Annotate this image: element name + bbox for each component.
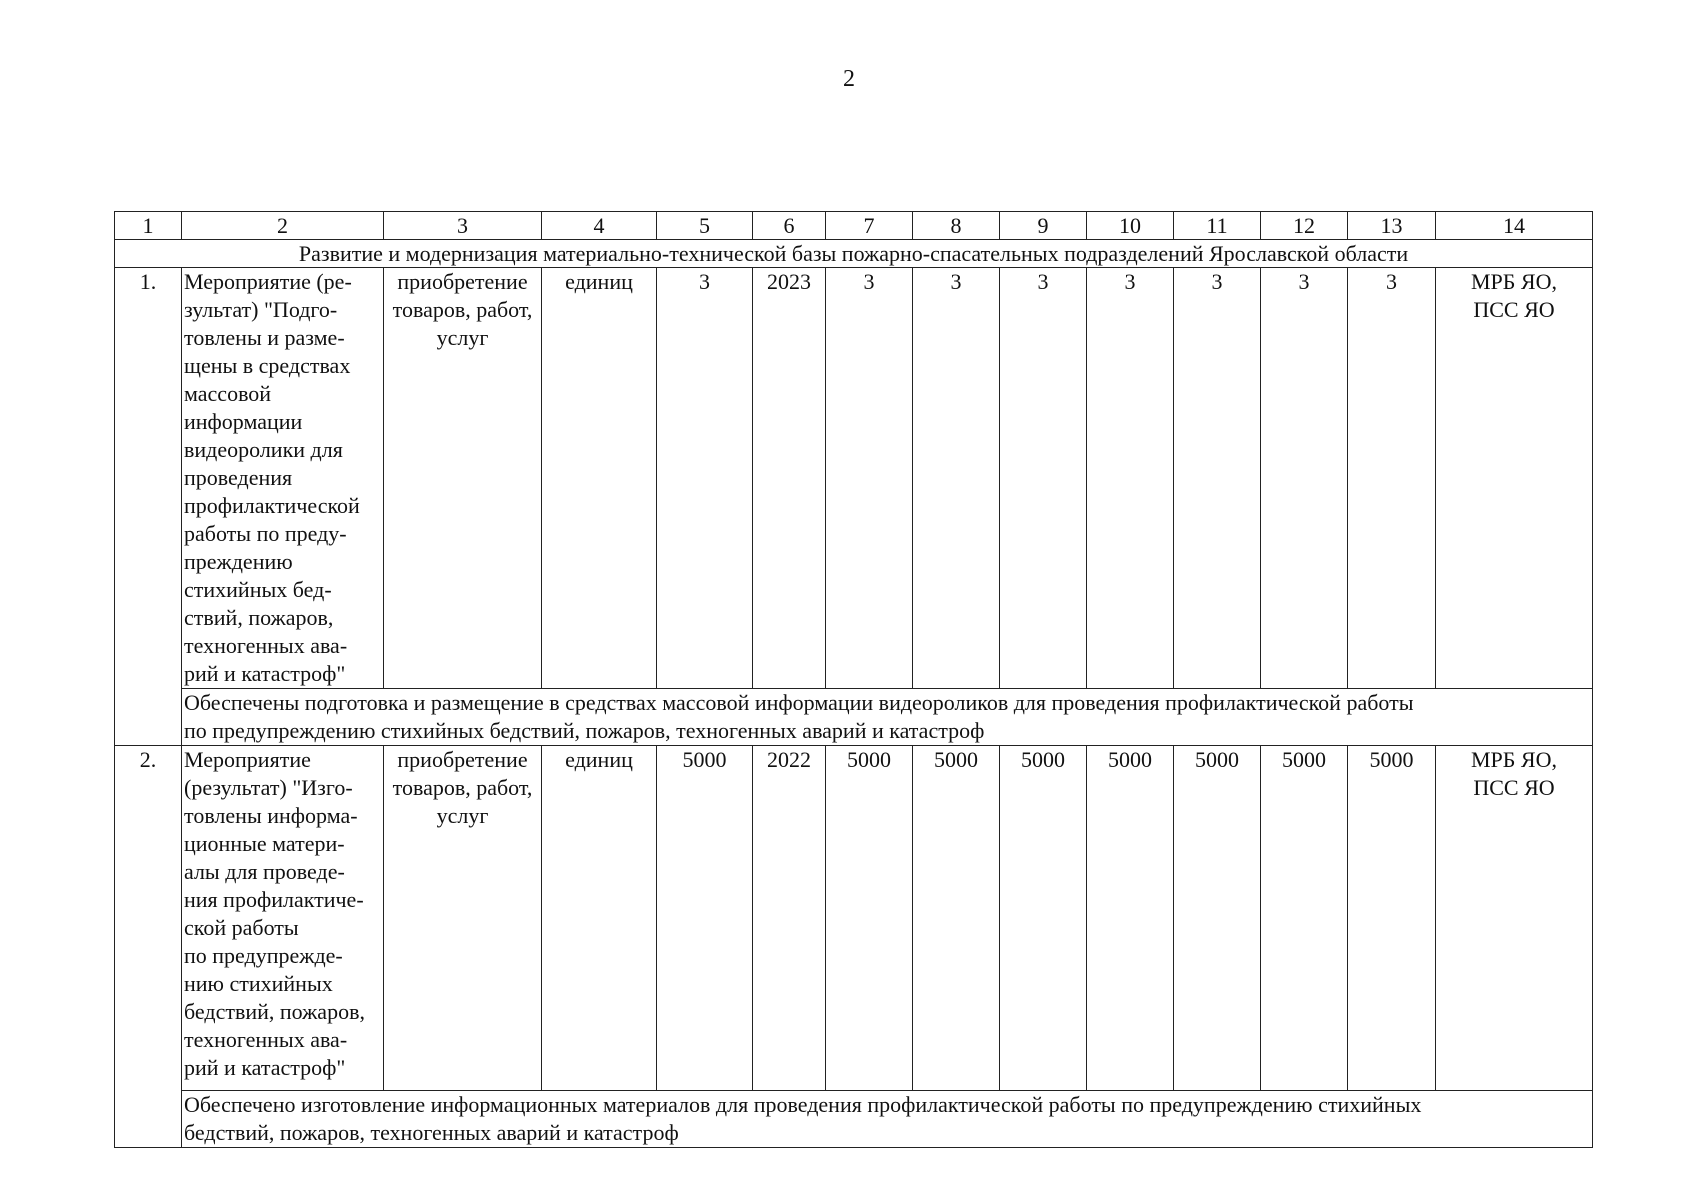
value-cell: 5000 [913, 746, 1000, 1091]
result-row [115, 1091, 1593, 1148]
col-header: 13 [1348, 212, 1436, 240]
value-cell: 5000 [1348, 746, 1436, 1091]
col-header: 11 [1174, 212, 1261, 240]
col-header: 14 [1436, 212, 1593, 240]
measure-name: Мероприятие (результат) "Изго- товлены информа- ционные матери- алы для проведе- ния профилактиче- ской работы по предупрежде- нию стихийных бедствий, пожаров, техногенных ава- рий и катастроф" [182, 746, 384, 1091]
col-header: 5 [657, 212, 753, 240]
col-header: 12 [1261, 212, 1348, 240]
value-cell: 5000 [1000, 746, 1087, 1091]
col-header: 9 [1000, 212, 1087, 240]
col-header: 2 [182, 212, 384, 240]
row-number: 1. [115, 268, 182, 746]
value-cell: 3 [913, 268, 1000, 689]
value-cell: 5000 [1087, 746, 1174, 1091]
unit: единиц [542, 746, 657, 1091]
col-header: 4 [542, 212, 657, 240]
value-cell: 5000 [1261, 746, 1348, 1091]
section-row [115, 240, 1593, 268]
col-header: 1 [115, 212, 182, 240]
result-text: Обеспечены подготовка и размещение в средствах массовой информации видеороликов для проведения профилактической работы по предупреждению стихийных бедствий, пожаров, техногенных аварий и катастроф [182, 689, 1593, 746]
col-header: 6 [753, 212, 826, 240]
base-year: 2022 [753, 746, 826, 1091]
page-number: 2 [843, 66, 855, 92]
unit: единиц [542, 268, 657, 689]
value-cell: 3 [826, 268, 913, 689]
col-header: 3 [384, 212, 542, 240]
measure-type: приобретение товаров, работ, услуг [384, 268, 542, 689]
responsible: МРБ ЯО, ПСС ЯО [1436, 268, 1593, 689]
value-cell: 3 [1174, 268, 1261, 689]
column-number-row [115, 212, 1593, 240]
value-cell: 3 [1261, 268, 1348, 689]
table-row [115, 746, 1593, 1091]
base-value: 3 [657, 268, 753, 689]
value-cell: 5000 [826, 746, 913, 1091]
col-header: 10 [1087, 212, 1174, 240]
col-header: 8 [913, 212, 1000, 240]
measure-name: Мероприятие (ре- зультат) "Подго- товлены и разме- щены в средствах массовой информации видеоролики для проведения профилактической работы по преду- преждению стихийных бед- ствий, пожаров, техногенных ава- рий и катастроф" [182, 268, 384, 689]
value-cell: 3 [1087, 268, 1174, 689]
base-year: 2023 [753, 268, 826, 689]
value-cell: 5000 [1174, 746, 1261, 1091]
section-title: Развитие и модернизация материально-технической базы пожарно-спасательных подразделений Ярославской области [115, 240, 1593, 268]
measures-table [114, 211, 1593, 1148]
result-text: Обеспечено изготовление информационных материалов для проведения профилактической работы по предупреждению стихийных бедствий, пожаров, техногенных аварий и катастроф [182, 1091, 1593, 1148]
table-row [115, 268, 1593, 689]
base-value: 5000 [657, 746, 753, 1091]
value-cell: 3 [1348, 268, 1436, 689]
result-row [115, 689, 1593, 746]
row-number: 2. [115, 746, 182, 1148]
col-header: 7 [826, 212, 913, 240]
measure-type: приобретение товаров, работ, услуг [384, 746, 542, 1091]
value-cell: 3 [1000, 268, 1087, 689]
responsible: МРБ ЯО, ПСС ЯО [1436, 746, 1593, 1091]
